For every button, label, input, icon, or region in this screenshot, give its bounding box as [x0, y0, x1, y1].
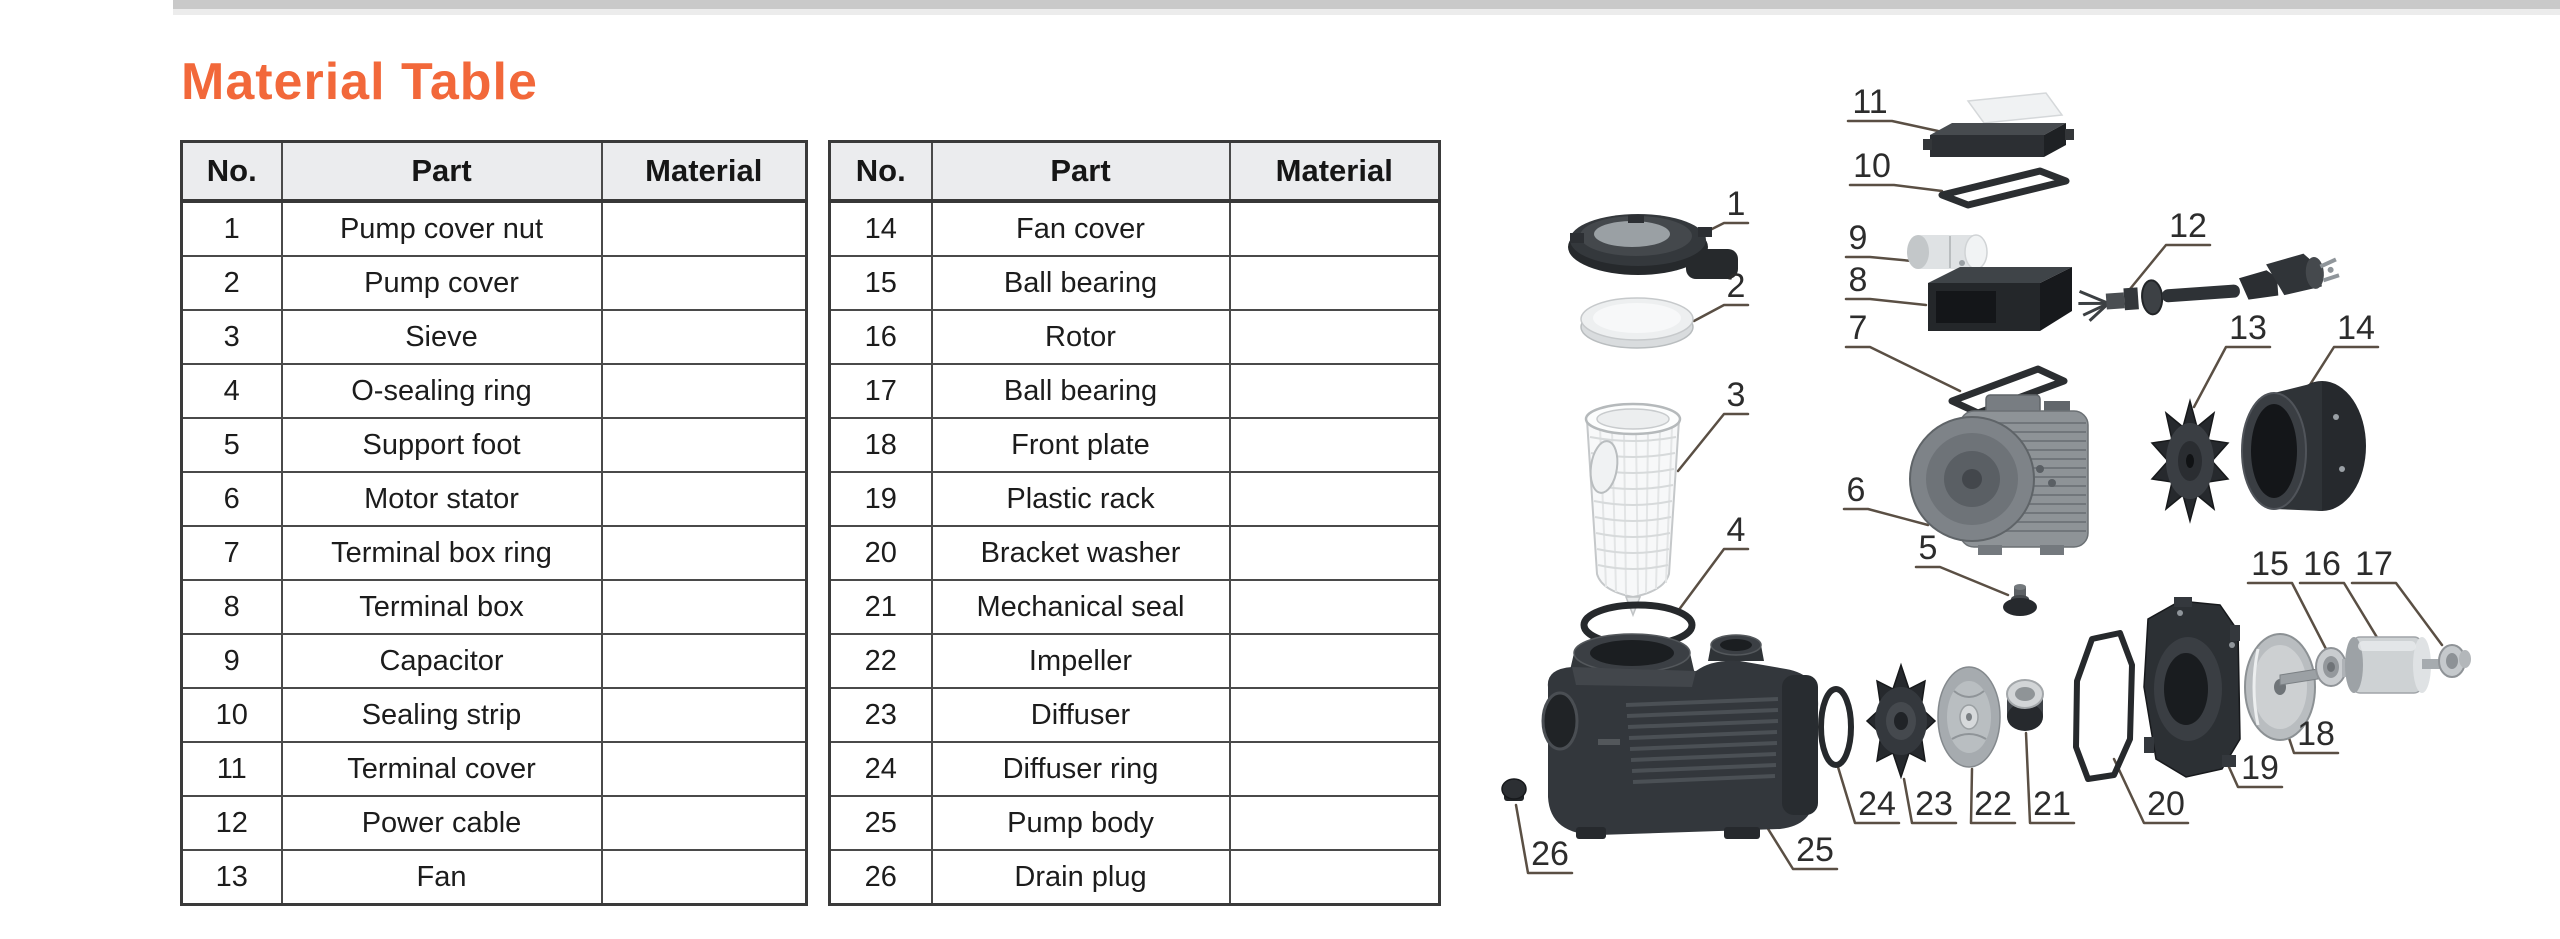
table-2-body — [830, 201, 1440, 905]
material-cell — [1230, 850, 1440, 905]
part-cell: Drain plug — [932, 850, 1230, 905]
no-cell: 16 — [830, 310, 932, 364]
callout-label-6: 6 — [1846, 471, 1866, 509]
no-cell: 9 — [182, 634, 282, 688]
part-cell: Sealing strip — [282, 688, 602, 742]
part-cell: Fan — [282, 850, 602, 905]
callout-label-2: 2 — [1726, 267, 1746, 305]
no-cell: 22 — [830, 634, 932, 688]
impeller-illustration — [1938, 667, 2000, 767]
material-cell — [602, 580, 807, 634]
part-cell: Pump cover nut — [282, 201, 602, 256]
callout-label-5: 5 — [1918, 529, 1938, 567]
column-header-no: No. — [182, 142, 282, 202]
part-cell: Terminal box ring — [282, 526, 602, 580]
part-cell: Rotor — [932, 310, 1230, 364]
terminal-cover-illustration — [1923, 93, 2074, 157]
no-cell: 21 — [830, 580, 932, 634]
no-cell: 4 — [182, 364, 282, 418]
callout-label-26: 26 — [1531, 835, 1569, 873]
table-row — [830, 472, 1440, 526]
material-cell — [602, 688, 807, 742]
material-cell — [1230, 634, 1440, 688]
no-cell: 13 — [182, 850, 282, 905]
part-cell: Motor stator — [282, 472, 602, 526]
callout-label-13: 13 — [2229, 309, 2267, 347]
mechanical-seal-illustration — [2007, 680, 2043, 731]
no-cell: 2 — [182, 256, 282, 310]
pump-body-illustration — [1543, 634, 1818, 839]
table-row — [830, 364, 1440, 418]
pump-cover-illustration — [1581, 298, 1693, 348]
fan-illustration — [2152, 401, 2228, 521]
material-cell — [602, 310, 807, 364]
pump-cover-nut-illustration — [1568, 214, 1738, 279]
callout-label-22: 22 — [1974, 785, 2012, 823]
part-cell: Support foot — [282, 418, 602, 472]
part-cell: O-sealing ring — [282, 364, 602, 418]
callout-label-7: 7 — [1848, 309, 1868, 347]
column-header-no: No. — [830, 142, 932, 202]
table-1-head — [182, 142, 807, 202]
part-cell: Bracket washer — [932, 526, 1230, 580]
no-cell: 17 — [830, 364, 932, 418]
material-cell — [1230, 310, 1440, 364]
column-header-part: Part — [932, 142, 1230, 202]
material-table-2 — [828, 140, 1441, 906]
part-cell: Power cable — [282, 796, 602, 850]
part-cell: Impeller — [932, 634, 1230, 688]
material-cell — [1230, 364, 1440, 418]
table-row — [182, 201, 807, 256]
table-row — [182, 364, 807, 418]
part-cell: Front plate — [932, 418, 1230, 472]
table-row — [830, 688, 1440, 742]
column-header-part: Part — [282, 142, 602, 202]
table-row — [830, 796, 1440, 850]
material-cell — [602, 634, 807, 688]
material-cell — [1230, 418, 1440, 472]
callout-label-10: 10 — [1853, 147, 1891, 185]
diffuser-illustration — [1867, 665, 1935, 777]
callout-label-21: 21 — [2033, 785, 2071, 823]
no-cell: 6 — [182, 472, 282, 526]
part-cell: Terminal cover — [282, 742, 602, 796]
table-row — [830, 742, 1440, 796]
callout-label-12: 12 — [2169, 207, 2207, 245]
material-cell — [602, 796, 807, 850]
callout-label-18: 18 — [2297, 715, 2335, 753]
table-row — [182, 850, 807, 905]
no-cell: 14 — [830, 201, 932, 256]
material-cell — [1230, 201, 1440, 256]
part-cell: Capacitor — [282, 634, 602, 688]
table-row — [830, 256, 1440, 310]
callout-label-25: 25 — [1796, 831, 1834, 869]
material-cell — [1230, 472, 1440, 526]
table-row — [182, 634, 807, 688]
no-cell: 1 — [182, 201, 282, 256]
table-row — [830, 201, 1440, 256]
drain-plug-illustration — [1502, 779, 1526, 801]
no-cell: 26 — [830, 850, 932, 905]
table-row — [830, 580, 1440, 634]
table-1-body — [182, 201, 807, 905]
callout-label-14: 14 — [2337, 309, 2375, 347]
diffuser-ring-illustration — [1821, 689, 1851, 765]
material-table-1 — [180, 140, 808, 906]
top-divider-bar — [173, 0, 2560, 15]
part-cell: Terminal box — [282, 580, 602, 634]
callout-label-15: 15 — [2251, 545, 2289, 583]
table-row — [830, 850, 1440, 905]
callout-label-24: 24 — [1858, 785, 1896, 823]
no-cell: 19 — [830, 472, 932, 526]
terminal-box-illustration — [1928, 267, 2072, 331]
exploded-pump-diagram — [1480, 39, 2560, 939]
no-cell: 5 — [182, 418, 282, 472]
callout-label-1: 1 — [1726, 185, 1746, 223]
part-cell: Ball bearing — [932, 364, 1230, 418]
no-cell: 15 — [830, 256, 932, 310]
callout-label-16: 16 — [2303, 545, 2341, 583]
callout-label-17: 17 — [2355, 545, 2393, 583]
material-cell — [1230, 580, 1440, 634]
table-row — [830, 634, 1440, 688]
header-row — [830, 142, 1440, 202]
callout-label-9: 9 — [1848, 219, 1868, 257]
power-cable-illustration — [2076, 251, 2341, 321]
material-cell — [602, 742, 807, 796]
callout-label-8: 8 — [1848, 261, 1868, 299]
material-cell — [1230, 742, 1440, 796]
part-cell: Diffuser — [932, 688, 1230, 742]
part-cell: Plastic rack — [932, 472, 1230, 526]
table-row — [182, 796, 807, 850]
table-row — [182, 256, 807, 310]
callout-label-4: 4 — [1726, 511, 1746, 549]
table-2-head — [830, 142, 1440, 202]
bracket-washer-illustration — [2076, 633, 2132, 779]
table-row — [182, 526, 807, 580]
part-cell: Pump body — [932, 796, 1230, 850]
table-row — [182, 688, 807, 742]
part-cell: Diffuser ring — [932, 742, 1230, 796]
part-cell: Fan cover — [932, 201, 1230, 256]
callout-label-3: 3 — [1726, 376, 1746, 414]
no-cell: 18 — [830, 418, 932, 472]
fan-cover-illustration — [2242, 381, 2366, 511]
part-cell: Sieve — [282, 310, 602, 364]
sieve-illustration — [1586, 404, 1680, 615]
material-cell — [602, 418, 807, 472]
no-cell: 10 — [182, 688, 282, 742]
capacitor-illustration — [1907, 235, 1987, 269]
table-row — [830, 526, 1440, 580]
no-cell: 25 — [830, 796, 932, 850]
table-row — [182, 472, 807, 526]
callout-label-20: 20 — [2147, 785, 2185, 823]
table-row — [182, 310, 807, 364]
material-cell — [1230, 796, 1440, 850]
material-cell — [602, 256, 807, 310]
material-cell — [1230, 688, 1440, 742]
table-row — [182, 580, 807, 634]
material-cell — [1230, 256, 1440, 310]
column-header-material: Material — [1230, 142, 1440, 202]
callout-label-23: 23 — [1915, 785, 1953, 823]
material-cell — [602, 201, 807, 256]
no-cell: 12 — [182, 796, 282, 850]
no-cell: 3 — [182, 310, 282, 364]
page-title: Material Table — [181, 53, 538, 111]
callout-label-19: 19 — [2241, 749, 2279, 787]
no-cell: 20 — [830, 526, 932, 580]
part-cell: Pump cover — [282, 256, 602, 310]
support-foot-illustration — [2003, 584, 2037, 616]
table-row — [830, 418, 1440, 472]
part-cell: Mechanical seal — [932, 580, 1230, 634]
no-cell: 23 — [830, 688, 932, 742]
sealing-strip-illustration — [1942, 171, 2066, 205]
part-cell: Ball bearing — [932, 256, 1230, 310]
material-cell — [602, 850, 807, 905]
material-cell — [602, 526, 807, 580]
no-cell: 8 — [182, 580, 282, 634]
table-row — [182, 418, 807, 472]
column-header-material: Material — [602, 142, 807, 202]
material-cell — [602, 364, 807, 418]
no-cell: 24 — [830, 742, 932, 796]
table-row — [830, 310, 1440, 364]
table-row — [182, 742, 807, 796]
callout-label-11: 11 — [1852, 83, 1888, 121]
plastic-rack-illustration — [2144, 597, 2240, 777]
header-row — [182, 142, 807, 202]
material-cell — [1230, 526, 1440, 580]
material-cell — [602, 472, 807, 526]
no-cell: 7 — [182, 526, 282, 580]
no-cell: 11 — [182, 742, 282, 796]
